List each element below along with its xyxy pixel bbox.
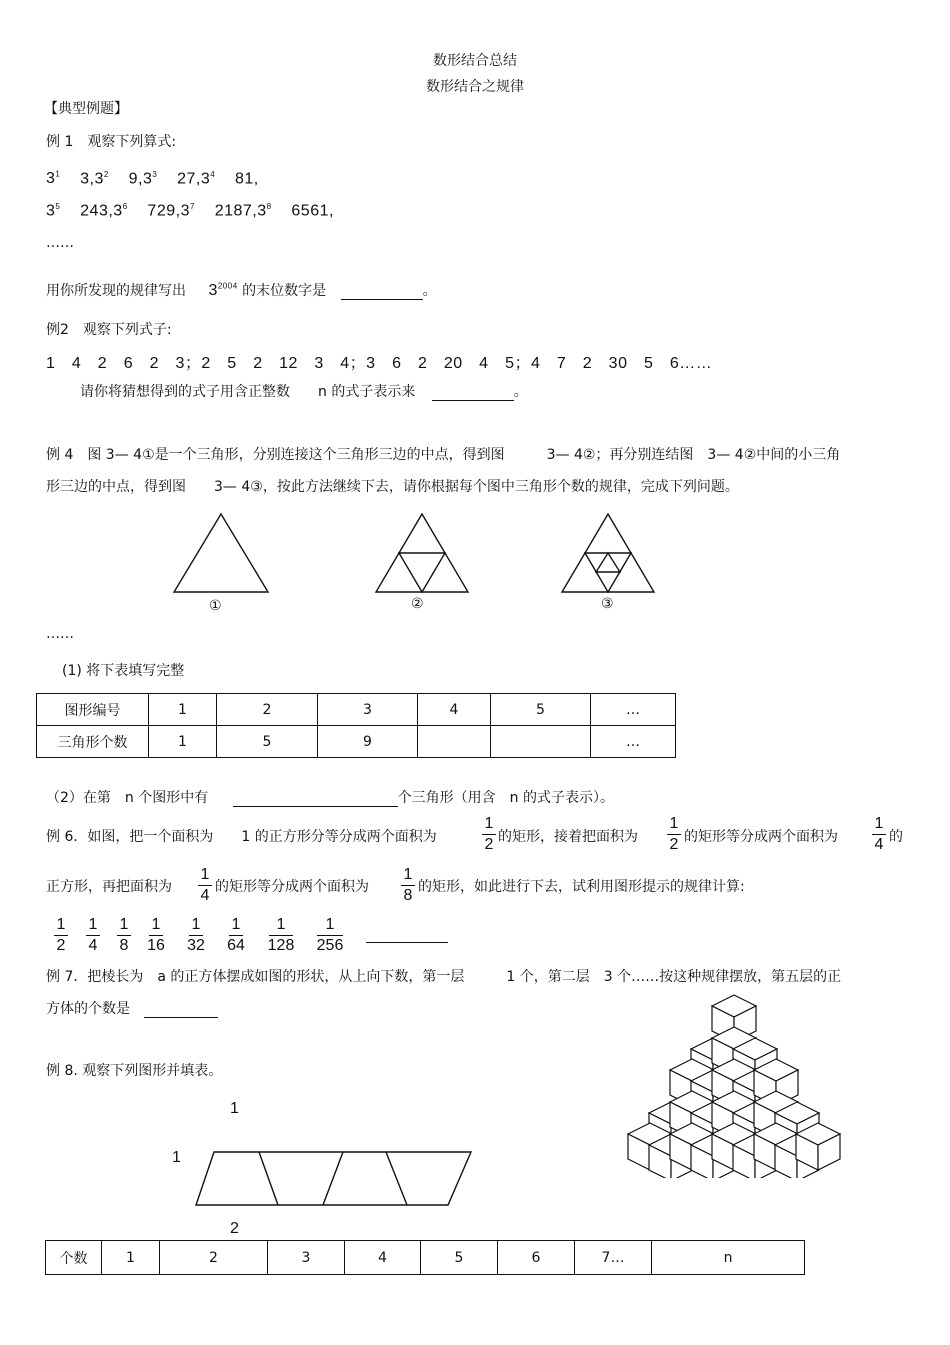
ex7-line1: 例 7．把棱长为 a 的正方体摆成如图的形状，从上向下数，第一层 1 个，第二层 3 个……按这种规律摆放，第五层的正 <box>46 969 842 985</box>
ex4-q2: （2）在第 n 个图形中有 个三角形（用含 n 的式子表示）。 <box>46 790 615 806</box>
answer-cell[interactable] <box>418 726 491 758</box>
fraction: 1 16 <box>147 916 165 954</box>
ex6-l2a: 正方形，再把面积为 <box>46 879 172 895</box>
ex6-l1b: 的矩形，接着把面积为 <box>498 829 638 845</box>
fig-label-1: ① <box>209 598 222 614</box>
ex1-label: 例 1 观察下列算式: <box>46 134 177 150</box>
answer-blank[interactable] <box>432 386 514 401</box>
ex2-sequence: 1 4 2 6 2 3；2 5 2 12 3 4；3 6 2 20 4 5；4 7 2 30 5 6…… <box>46 355 713 372</box>
section-heading: 【典型例题】 <box>44 101 128 117</box>
ex7-line2: 方体的个数是 <box>46 998 218 1018</box>
ex1-row1: $3^1$ $3,3^2$ $9,3^3$ 27,3$^4$ 81, <box>46 170 259 188</box>
dimension-bottom: 2 <box>230 1220 240 1237</box>
ex2-label: 例2 观察下列式子: <box>46 322 172 338</box>
triangle-fig-1 <box>174 514 268 592</box>
fig-label-3: ③ <box>601 596 614 612</box>
ex4-ellipsis: …… <box>46 626 74 642</box>
fraction: 1 64 <box>227 916 245 954</box>
trapezoid-strip-figure <box>190 1145 490 1215</box>
ex6-l1d: 的 <box>889 829 903 845</box>
page-subtitle: 数形结合之规律 <box>426 79 524 95</box>
count-table: 个数 1 2 3 4 5 6 7… n <box>45 1240 805 1275</box>
cube <box>796 1123 840 1170</box>
answer-blank[interactable] <box>366 928 448 943</box>
fraction: 1 128 <box>267 916 295 954</box>
fraction: 1 8 <box>114 916 134 955</box>
triangle-figures <box>0 505 950 625</box>
fraction: 1 32 <box>187 916 205 954</box>
fraction: 1 4 <box>195 866 215 905</box>
ex4-line1: 例 4 图 3— 4①是一个三角形，分别连接这个三角形三边的中点，得到图 3— 4②；再分别连结图 3— 4②中间的小三角 <box>46 447 841 463</box>
triangle-count-table: 图形编号 1 2 3 4 5 … 三角形个数 1 5 9 … <box>36 693 676 758</box>
ex1-ellipsis: …… <box>46 235 74 251</box>
answer-blank[interactable] <box>233 792 398 807</box>
ex6-l1c: 的矩形等分成两个面积为 <box>684 829 838 845</box>
fraction: 1 8 <box>398 866 418 905</box>
dimension-top: 1 <box>230 1100 240 1117</box>
answer-blank[interactable] <box>341 285 423 300</box>
fraction: 1 4 <box>83 916 103 955</box>
dimension-left: 1 <box>172 1149 182 1166</box>
ex8-label: 例 8. 观察下列图形并填表。 <box>46 1063 223 1079</box>
ex1-question: 用你所发现的规律写出 $3^{2004}$ 的末位数字是 。 <box>46 281 437 299</box>
answer-cell[interactable] <box>491 726 591 758</box>
fraction: 1 2 <box>664 815 684 854</box>
fraction: 1 4 <box>869 815 889 854</box>
fig-label-2: ② <box>411 596 424 612</box>
ex4-line2: 形三边的中点，得到图 3— 4③，按此方法继续下去，请你根据每个图中三角形个数的规律，完成下列问题。 <box>46 479 739 495</box>
fraction: 1 2 <box>51 916 71 955</box>
ex6-l1a: 例 6．如图，把一个面积为 1 的正方形分等分成两个面积为 <box>46 829 437 845</box>
fraction: 1 2 <box>479 815 499 854</box>
fraction: 1 256 <box>316 916 344 954</box>
page-title: 数形结合总结 <box>433 53 517 69</box>
ex6-l2b: 的矩形等分成两个面积为 <box>215 879 369 895</box>
ex1-term: $3^1$ <box>46 170 61 188</box>
answer-blank[interactable] <box>144 1003 218 1018</box>
ex4-q1: (1) 将下表填写完整 <box>62 663 185 679</box>
ex1-row2: $3^5$ 243,3$^6$ 729,3$^7$ 2187,3$^8$ 6561, <box>46 202 334 220</box>
ex6-l2c: 的矩形，如此进行下去，试利用图形提示的规律计算: <box>418 879 745 895</box>
ex2-question: 请你将猜想得到的式子用含正整数 n 的式子表示来 。 <box>80 384 528 400</box>
cube-pyramid-figure <box>626 988 866 1178</box>
